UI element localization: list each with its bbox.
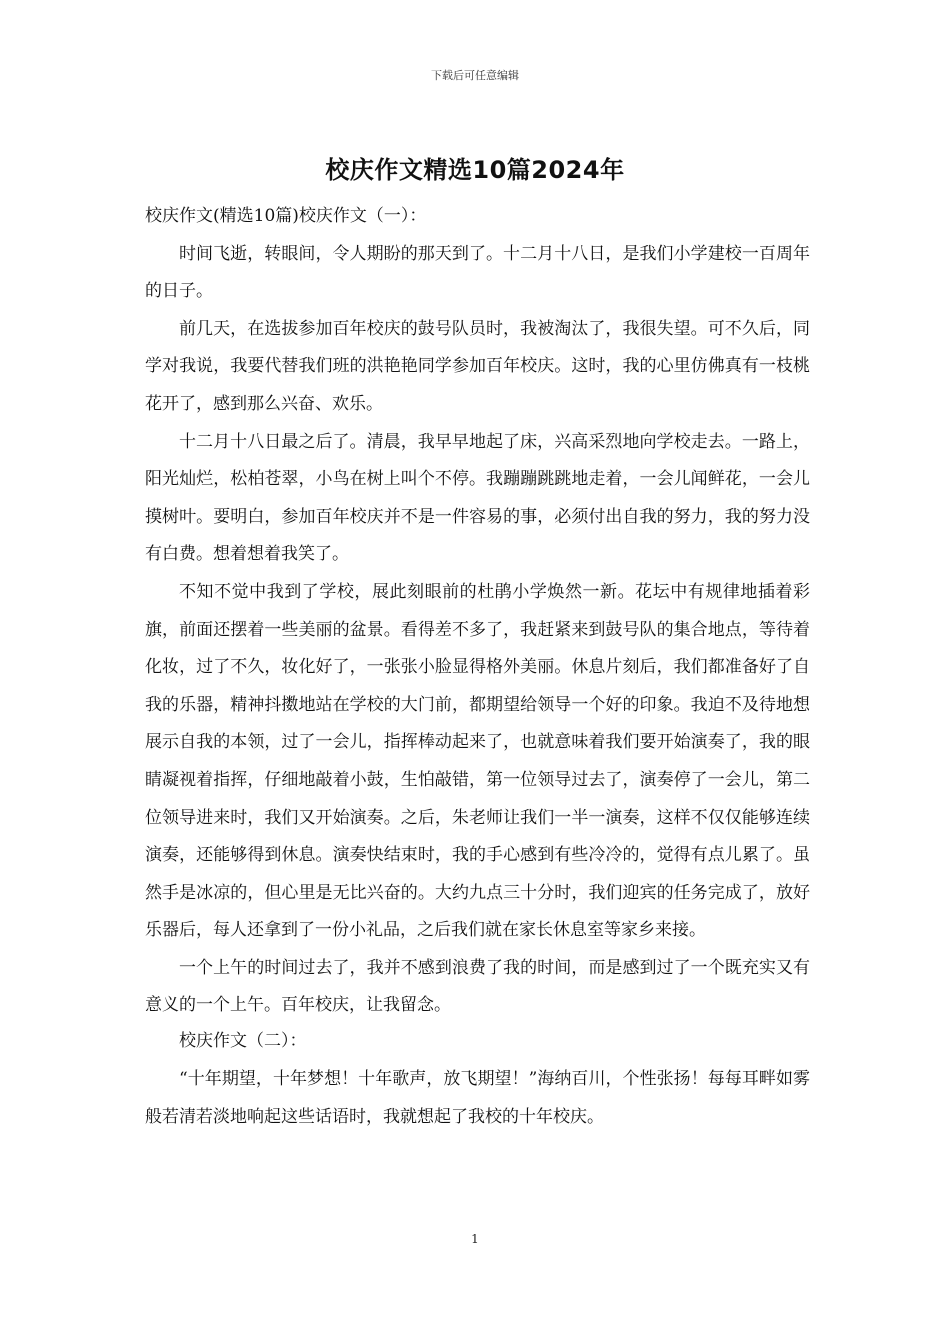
document-title: 校庆作文精选10篇2024年 xyxy=(325,156,625,184)
paragraph: 一个上午的时间过去了，我并不感到浪费了我的时间，而是感到过了一个既充实又有意义的一个上午。百年校庆，让我留念。 xyxy=(145,957,810,1016)
section-heading: 校庆作文(精选10篇)校庆作文（一）： xyxy=(145,206,427,226)
paragraph: 时间飞逝，转眼间，令人期盼的那天到了。十二月十八日，是我们小学建校一百周年的日子。 xyxy=(145,243,810,302)
section-heading: 校庆作文（二）： xyxy=(179,1031,307,1052)
paragraph: 不知不觉中我到了学校，展此刻眼前的杜鹃小学焕然一新。花坛中有规律地插着彩旗，前面还摆着一些美丽的盆景。看得差不多了，我赶紧来到鼓号队的集合地点，等待着化妆，过了不久，妆化好了，一张张小脸显得格外美丽。休息片刻后，我们都准备好了自我的乐器，精神抖擞地站在学校的大门前，都期望给领导一个好的印象。我迫不及待地想展示自我的本领，过了一会儿，指挥棒动起来了，也就意味着我们要开始演奏了，我的眼睛凝视着指挥，仔细地敲着小鼓，生怕敲错，第一位领导过去了，演奏停了一会儿，第二位领导进来时，我们又开始演奏。之后，朱老师让我们一半一演奏，这样不仅仅能够连续演奏，还能够得到休息。演奏快结束时，我的手心感到有些冷冷的，觉得有点儿累了。虽然手是冰凉的，但心里是无比兴奋的。大约九点三十分时，我们迎宾的任务完成了，放好乐器后，每人还拿到了一份小礼品，之后我们就在家长休息室等家乡来接。 xyxy=(145,581,810,941)
paragraph: “十年期望，十年梦想！十年歌声，放飞期望！”海纳百川，个性张扬！每每耳畔如雾般若清若淡地响起这些话语时，我就想起了我校的十年校庆。 xyxy=(145,1069,810,1127)
header-note: 下载后可任意编辑 xyxy=(431,69,519,82)
page-number: 1 xyxy=(471,1232,479,1246)
paragraph: 前几天，在选拔参加百年校庆的鼓号队员时，我被淘汰了，我很失望。可不久后，同学对我说，我要代替我们班的洪艳艳同学参加百年校庆。这时，我的心里仿佛真有一枝桃花开了，感到那么兴奋、欢乐。 xyxy=(145,318,810,414)
paragraph: 十二月十八日最之后了。清晨，我早早地起了床，兴高采烈地向学校走去。一路上，阳光灿烂，松柏苍翠，小鸟在树上叫个不停。我蹦蹦跳跳地走着，一会儿闻鲜花，一会儿摸树叶。要明白，参加百年校庆并不是一件容易的事，必须付出自我的努力，我的努力没有白费。想着想着我笑了。 xyxy=(145,431,810,565)
body-text xyxy=(145,198,810,1136)
